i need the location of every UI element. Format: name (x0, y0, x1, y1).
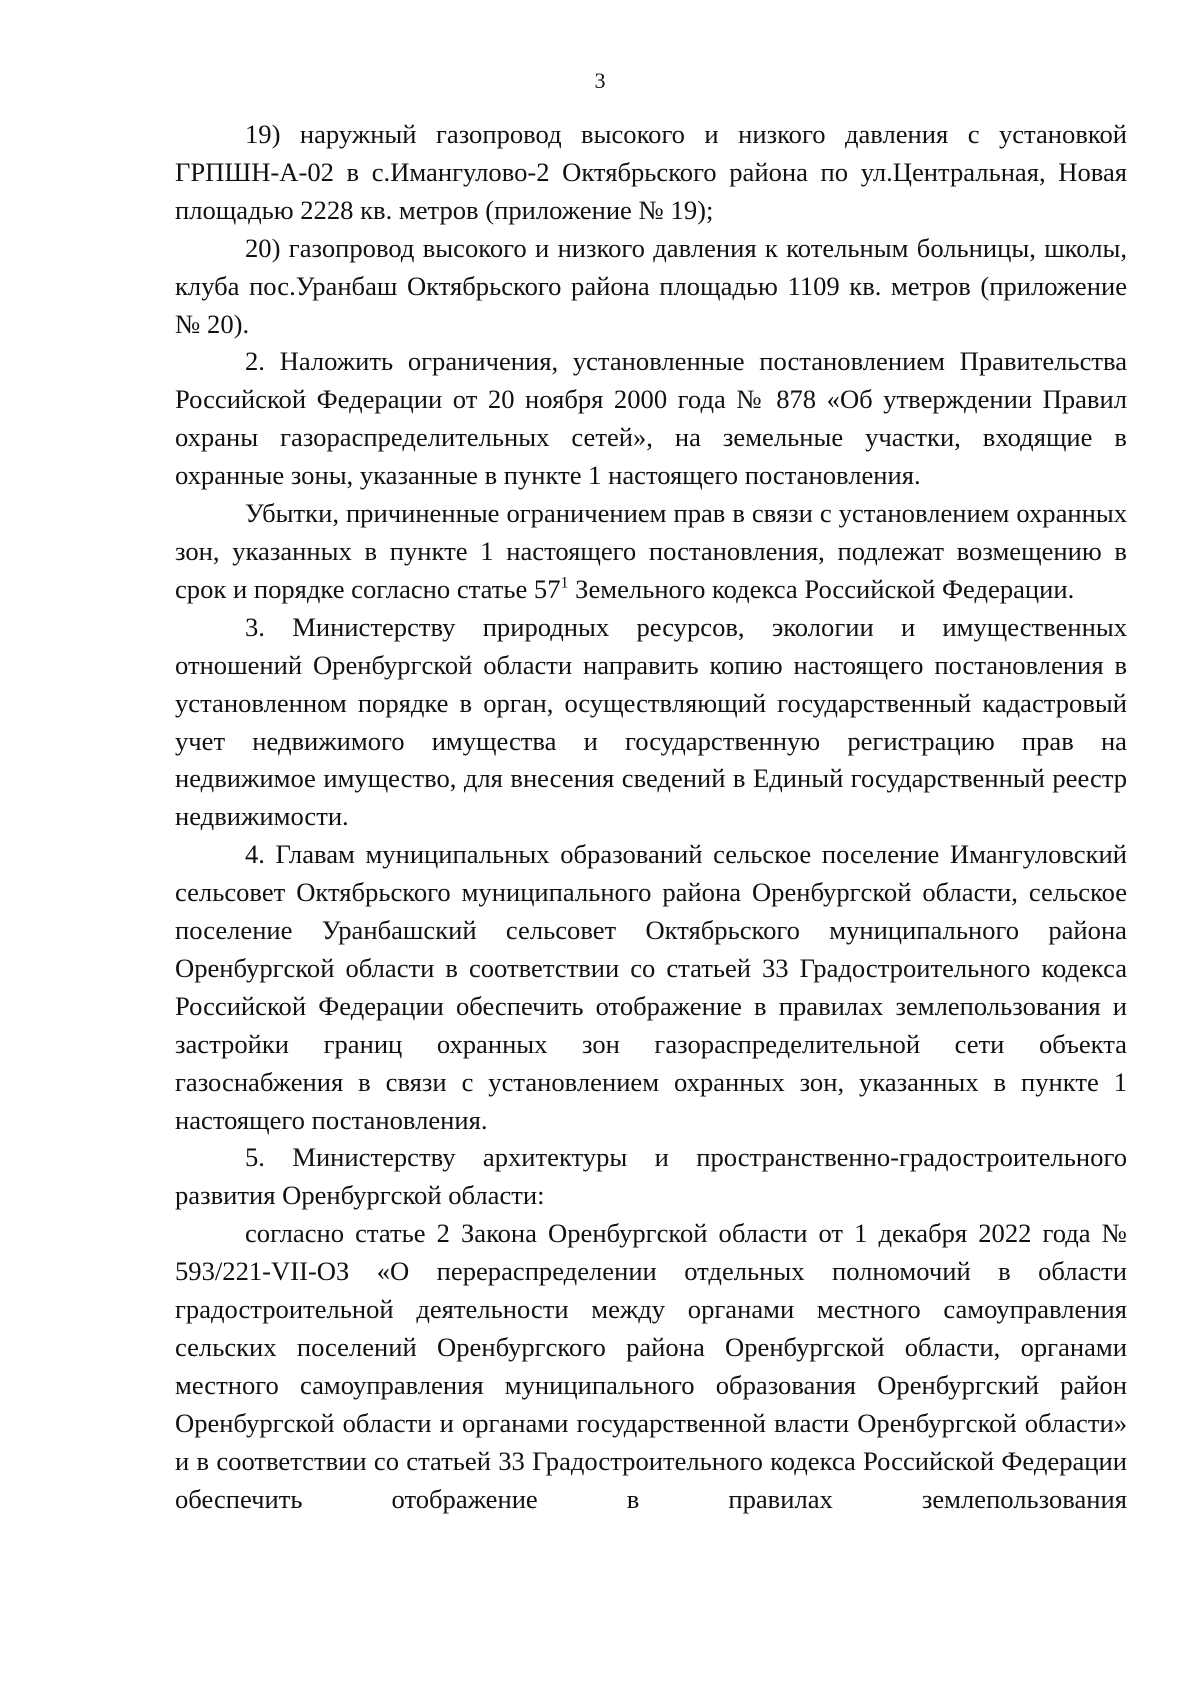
paragraph-clause-5-text: согласно статье 2 Закона Оренбургской области от 1 декабря 2022 года № 593/221-VII-ОЗ «О перераспределении отдельных полномочий в области градостроительной деятельности между органами местного самоуправления сельских поселений Оренбургского района Оренбургской области, органами местного самоуправления муниципального образования Оренбургский район Оренбургской области и органами государственной власти Оренбургской области» и в соответствии со статьей 33 Градостроительного кодекса Российской Федерации обеспечить отображение в правилах землепользования (175, 1218, 1127, 1514)
paragraph-item-19: 19) наружный газопровод высокого и низкого давления с установкой ГРПШН-А-02 в с.Имангулово-2 Октябрьского района по ул.Центральная, Новая площадью 2228 кв. метров (приложение № 19); (175, 119, 1127, 225)
losses-text-after: Земельного кодекса Российской Федерации. (568, 573, 1075, 604)
paragraph-losses-compensation (175, 495, 1127, 609)
article-superscript: 1 (560, 574, 569, 592)
page-number: 3 (594, 68, 606, 93)
document-body (175, 116, 1127, 1519)
paragraph-item-20: 20) газопровод высокого и низкого давления к котельным больницы, школы, клуба пос.Уранбаш Октябрьского района площадью 1109 кв. метров (приложение № 20). (175, 232, 1127, 339)
paragraph-clause-3: 3. Министерству природных ресурсов, экологии и имущественных отношений Оренбургской области направить копию настоящего постановления в установленном порядке в орган, осуществляющий государственный кадастровый учет недвижимого имущества и государственную регистрацию прав на недвижимое имущество, для внесения сведений в Единый государственный реестр недвижимости. (175, 611, 1127, 832)
paragraph-clause-5: 5. Министерству архитектуры и пространственно-градостроительного развития Оренбургской области: (175, 1142, 1127, 1211)
paragraph-clause-4: 4. Главам муниципальных образований сельское поселение Имангуловский сельсовет Октябрьского муниципального района Оренбургской области, сельское поселение Уранбашский сельсовет Октябрьского муниципального района Оренбургской области в соответствии со статьей 33 Градостроительного кодекса Российской Федерации обеспечить отображение в правилах землепользования и застройки границ охранных зон газораспределительной сети объекта газоснабжения в связи с установлением охранных зон, указанных в пункте 1 настоящего постановления. (175, 839, 1127, 1135)
paragraph-clause-2: 2. Наложить ограничения, установленные постановлением Правительства Российской Федерации от 20 ноября 2000 года № 878 «Об утверждении Правил охраны газораспределительных сетей», на земельные участки, входящие в охранные зоны, указанные в пункте 1 настоящего постановления. (175, 346, 1127, 491)
losses-text-before: Убытки, причиненные ограничением прав в связи с установлением охранных зон, указанных в пункте 1 настоящего постановления, подлежат возмещению в срок и порядке согласно статье 57 (175, 498, 1127, 604)
